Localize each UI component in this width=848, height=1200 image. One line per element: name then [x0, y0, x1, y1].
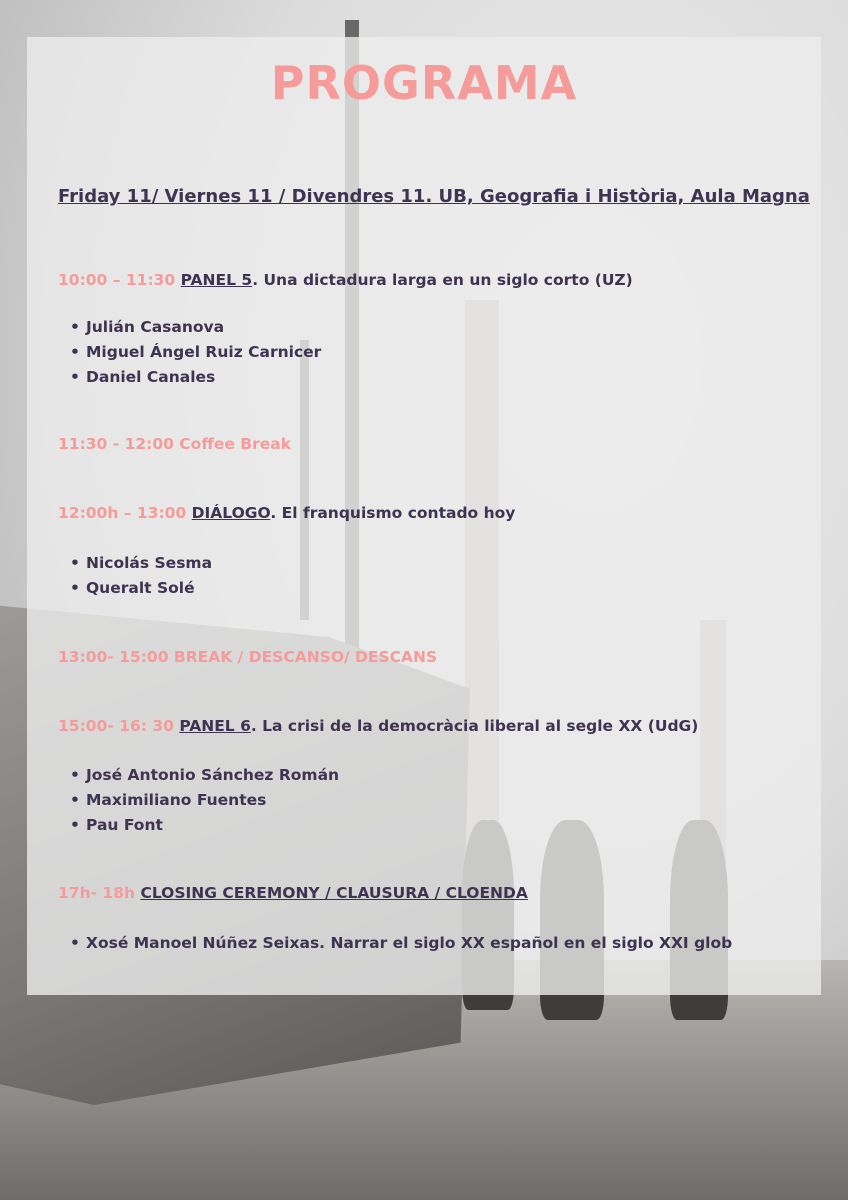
session-break: 13:00- 15:00 BREAK / DESCANSO/ DESCANS [58, 648, 438, 666]
list-item: • Pau Font [70, 813, 339, 838]
session-description: . El franquismo contado hoy [270, 504, 516, 522]
session-closing [58, 884, 528, 902]
session-label: PANEL 6 [179, 717, 251, 735]
session-panel-5 [58, 271, 633, 289]
list-item: • Daniel Canales [70, 365, 321, 390]
session-label: PANEL 5 [180, 271, 253, 289]
session-time: 17h- 18h [58, 884, 136, 902]
session-panel-6 [58, 717, 698, 735]
speaker-list [70, 763, 339, 838]
list-item: • Maximiliano Fuentes [70, 788, 339, 813]
session-time: 12:00h – 13:00 [58, 504, 187, 522]
page-title: PROGRAMA [270, 56, 578, 110]
list-item: • Julián Casanova [70, 315, 321, 340]
day-heading: Friday 11/ Viernes 11 / Divendres 11. UB, Geografia i Història, Aula Magna [58, 186, 810, 207]
list-item: • Nicolás Sesma [70, 551, 212, 576]
speaker-list [70, 551, 212, 601]
session-time: 15:00- 16: 30 [58, 717, 174, 735]
list-item: • José Antonio Sánchez Román [70, 763, 339, 788]
session-description: . La crisi de la democràcia liberal al segle XX (UdG) [250, 717, 699, 735]
list-item: • Queralt Solé [70, 576, 212, 601]
session-label: DIÁLOGO [191, 504, 271, 522]
session-label: CLOSING CEREMONY / CLAUSURA / CLOENDA [140, 884, 528, 902]
session-dialogo [58, 504, 515, 522]
speaker-list [70, 931, 732, 956]
list-item: • Miguel Ángel Ruiz Carnicer [70, 340, 321, 365]
session-description: . Una dictadura larga en un siglo corto (UZ) [252, 271, 633, 289]
speaker-list [70, 315, 321, 390]
session-time: 10:00 – 11:30 [58, 271, 176, 289]
list-item: • Xosé Manoel Núñez Seixas. Narrar el siglo XX español en el siglo XXI glob [70, 931, 732, 956]
session-coffee-break: 11:30 - 12:00 Coffee Break [58, 435, 292, 453]
